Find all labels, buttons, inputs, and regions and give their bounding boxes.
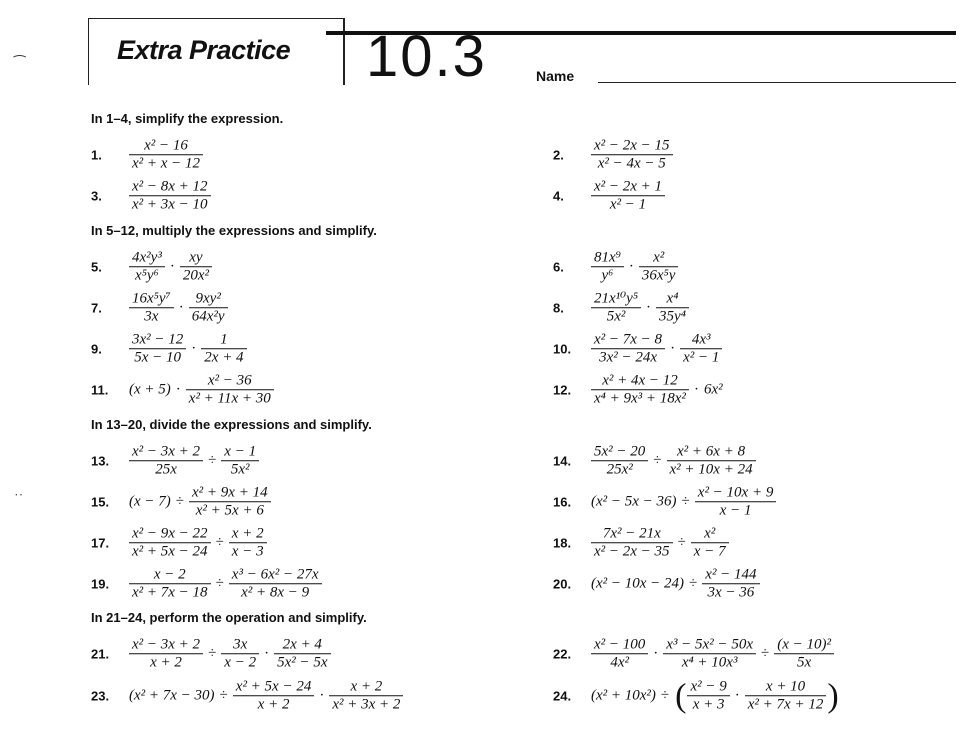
problem-number: 21.: [91, 646, 110, 662]
problem-number: 5.: [91, 259, 102, 275]
fraction: $\frac{\text{x² − 16}}{\text{x² + x − 12}}$: [129, 137, 203, 173]
fraction: $\frac{\text{x² − 2x + 1}}{\text{x² − 1}}$: [591, 178, 665, 214]
name-label: Name: [536, 68, 575, 84]
fraction: $\frac{2x + 4}{\text{5x² − 5x}}$: [274, 636, 330, 672]
fraction: $\frac{x - 2}{\text{x² + 7x − 18}}$: [129, 566, 211, 602]
fraction: $\frac{\text{(x − 10)²}}{5x}$: [774, 636, 834, 672]
fraction: $\frac{\text{7x² − 21x}}{\text{x² − 2x − 35}}$: [591, 525, 673, 561]
section-instruction: In 13–20, divide the expressions and simplify.: [91, 417, 372, 432]
fraction: $\frac{\text{x²}}{x - 7}$: [691, 525, 729, 561]
problem-number: 8.: [553, 300, 564, 316]
fraction: $\frac{\text{x² − 8x + 12}}{\text{x² + 3x − 10}}$: [129, 178, 211, 214]
problem-number: 2.: [553, 147, 564, 163]
problem-number: 17.: [91, 535, 110, 551]
worksheet-title: Extra Practice: [117, 35, 291, 65]
fraction: $\frac{x + 10}{\text{x² + 7x + 12}}$: [745, 678, 827, 714]
fraction: $\frac{\text{x² + 6x + 8}}{\text{x² + 10x + 24}}$: [667, 443, 756, 479]
problem-number: 1.: [91, 147, 102, 163]
fraction: $\frac{\text{x² − 3x + 2}}{x + 2}$: [129, 636, 203, 672]
problem-number: 22.: [553, 646, 572, 662]
fraction: $\frac{\text{x² − 100}}{\text{4x²}}$: [591, 636, 648, 672]
fraction: $\frac{\text{x² + 5x − 24}}{x + 2}$: [233, 678, 315, 714]
fraction: $\frac{\text{4x³}}{\text{x² − 1}}$: [680, 331, 722, 367]
fraction: $\frac{\text{x² − 7x − 8}}{\text{3x² − 24x}}$: [591, 331, 665, 367]
header-box: [88, 18, 345, 85]
fraction: $\frac{\text{x² − 10x + 9}}{x - 1}$: [695, 484, 777, 520]
fraction: $\frac{\text{x² − 36}}{\text{x² + 11x + 30}}$: [186, 372, 274, 408]
problem-number: 11.: [91, 382, 109, 398]
problem-number: 23.: [91, 688, 110, 704]
problem-number: 16.: [553, 494, 572, 510]
problem-number: 9.: [91, 341, 102, 357]
fraction: $\frac{x + 2}{x - 3}$: [229, 525, 267, 561]
fraction: $\frac{\text{4x²y³}}{\text{x⁵y⁶}}$: [129, 249, 165, 285]
problem-number: 14.: [553, 453, 572, 469]
fraction: $\frac{\text{x⁴}}{\text{35y⁴}}$: [656, 290, 689, 326]
fraction: $\frac{\text{x² − 2x − 15}}{\text{x² − 4x − 5}}$: [591, 137, 673, 173]
problem-number: 6.: [553, 259, 564, 275]
section-instruction: In 1–4, simplify the expression.: [91, 111, 284, 126]
problem-number: 13.: [91, 453, 110, 469]
problem-number: 20.: [553, 576, 572, 592]
section-instruction: In 5–12, multiply the expressions and simplify.: [91, 223, 377, 238]
fraction: $\frac{\text{81x⁹}}{\text{y⁶}}$: [591, 249, 624, 285]
problem-number: 7.: [91, 300, 102, 316]
fraction: $\frac{\text{x² + 9x + 14}}{\text{x² + 5x + 6}}$: [189, 484, 271, 520]
fraction: $\frac{\text{9xy²}}{\text{64x²y}}$: [189, 290, 228, 326]
fraction: $\frac{\text{x² − 3x + 2}}{25x}$: [129, 443, 203, 479]
fraction: $\frac{\text{x² + 4x − 12}}{\text{x⁴ + 9x³ + 18x²}}$: [591, 372, 689, 408]
fraction: $\frac{x - 1}{\text{5x²}}$: [221, 443, 259, 479]
problem-number: 4.: [553, 188, 564, 204]
fraction: $\frac{x + 2}{\text{x² + 3x + 2}}$: [329, 678, 403, 714]
fraction: $\frac{\text{16x⁵y⁷}}{3x}$: [129, 290, 174, 326]
lesson-number: 10.3: [366, 24, 487, 89]
fraction: $\frac{\text{3x² − 12}}{5x - 10}$: [129, 331, 186, 367]
problem-number: 10.: [553, 341, 572, 357]
problem-number: 18.: [553, 535, 572, 551]
problem-number: 12.: [553, 382, 572, 398]
fraction: $\frac{\text{x² − 9}}{x + 3}$: [687, 678, 729, 714]
name-blank-line[interactable]: [598, 82, 956, 83]
fraction: $\frac{\text{x²}}{\text{36x⁵y}}$: [639, 249, 679, 285]
fraction: $\frac{\text{5x² − 20}}{\text{25x²}}$: [591, 443, 648, 479]
fraction: $\frac{\text{x² − 144}}{3x - 36}$: [702, 566, 759, 602]
fraction: $\frac{\text{x³ − 6x² − 27x}}{\text{x² + 8x − 9}}$: [229, 566, 322, 602]
fraction: $\frac{xy}{\text{20x²}}$: [180, 249, 212, 285]
problem-number: 24.: [553, 688, 572, 704]
fraction: $\frac{\text{x³ − 5x² − 50x}}{\text{x⁴ + 10x³}}$: [663, 636, 756, 672]
section-instruction: In 21–24, perform the operation and simplify.: [91, 610, 367, 625]
fraction: $\frac{3x}{x - 2}$: [221, 636, 259, 672]
fraction: $\frac{\text{x² − 9x − 22}}{\text{x² + 5x − 24}}$: [129, 525, 211, 561]
problem-number: 19.: [91, 576, 110, 592]
fraction: $\frac{\text{21x¹⁰y⁵}}{\text{5x²}}$: [591, 290, 641, 326]
fraction: $\frac{1}{2x + 4}$: [201, 331, 246, 367]
problem-number: 15.: [91, 494, 110, 510]
problem-number: 3.: [91, 188, 102, 204]
scan-mark: ⁀: [14, 57, 26, 72]
scan-mark: ˙˙: [14, 492, 24, 507]
